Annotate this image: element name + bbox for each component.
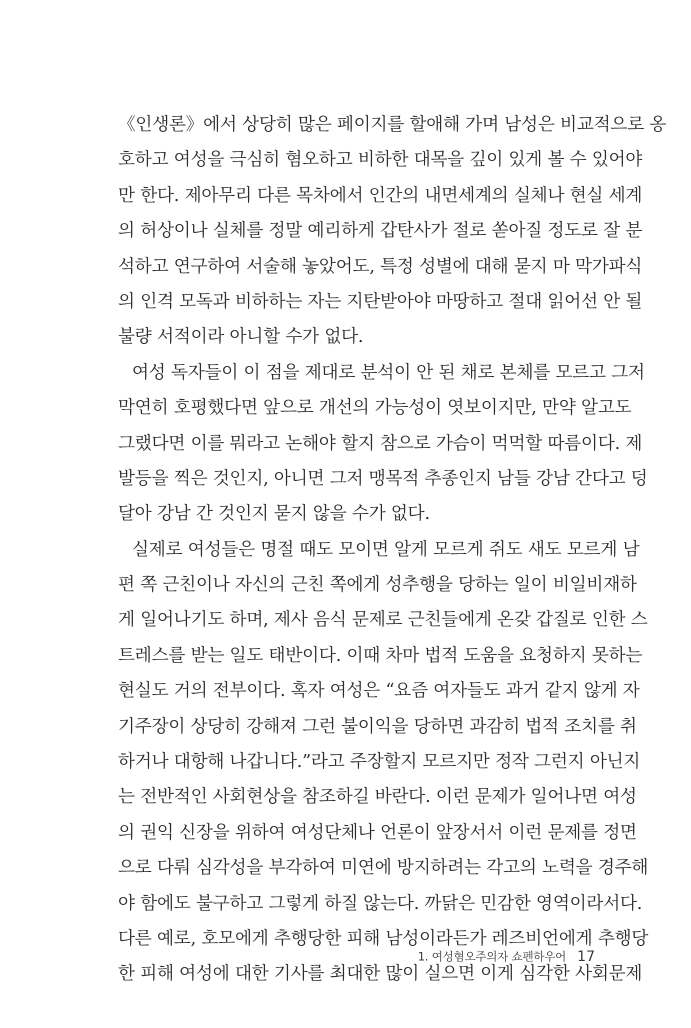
text-line: 의 허상이나 실체를 정말 예리하게 갑탄사가 절로 쏟아질 정도로 잘 분 [118,221,643,242]
text-line: 으로 다뤄 심각성을 부각하여 미연에 방지하려는 각고의 노력을 경주해 [118,858,649,879]
text-line: 불량 서적이라 아니할 수가 없다. [118,327,364,348]
page-number: 17 [577,948,595,965]
text-line: 한 피해 여성에 대한 기사를 최대한 많이 실으면 이게 심각한 사회문제 [118,964,643,985]
text-line: 현실도 거의 전부이다. 혹자 여성은 “요즘 여자들도 과거 같지 않게 자 [118,681,640,702]
text-line: 여성 독자들이 이 점을 제대로 분석이 안 된 채로 본체를 모르고 그저 [132,362,645,383]
page-footer [418,946,595,965]
text-line: 호하고 여성을 극심히 혐오하고 비하한 대목을 깊이 있게 볼 수 있어야 [118,150,643,171]
paragraph-1 [118,108,667,356]
text-line: 야 함에도 불구하고 그렇게 하질 않는다. 까닭은 민감한 영역이라서다. [118,893,643,914]
text-line: 다른 예로, 호모에게 추행당한 피해 남성이라든가 레즈비언에게 추행당 [118,928,649,949]
text-line: 의 권익 신장을 위하여 여성단체나 언론이 앞장서서 이런 문제를 정면 [118,822,637,843]
text-line: 편 쪽 근친이나 자신의 근친 쪽에게 성추행을 당하는 일이 비일비재하 [118,575,637,596]
text-line: 《인생론》에서 상당히 많은 페이지를 할애해 가며 남성은 비교적으로 옹 [118,115,667,135]
text-line: 그랬다면 이를 뭐라고 논해야 할지 참으로 가슴이 먹먹할 따름이다. 제 [118,433,643,454]
text-line: 실제로 여성들은 명절 때도 모이면 알게 모르게 쥐도 새도 모르게 남 [132,539,640,560]
paragraph-2 [118,356,648,533]
text-line: 하거나 대항해 나갑니다.”라고 주장할지 모르지만 정작 그런지 아닌지 [118,752,641,773]
book-page-body [118,108,667,1028]
text-line: 의 인격 모독과 비하하는 자는 지탄받아야 마땅하고 절대 읽어선 안 될 [118,291,643,312]
text-line: 게 일어나기도 하며, 제사 음식 문제로 근친들에게 온갖 갑질로 인한 스 [118,610,648,631]
running-footer-chapter-title: 1. 여성혐오주의자 쇼펜하우어 [417,949,567,964]
text-line: 발등을 찍은 것인지, 아니면 그저 맹목적 추종인지 남들 강남 간다고 덩 [118,468,648,489]
text-line: 는 전반적인 사회현상을 참조하길 바란다. 이런 문제가 일어나면 여성 [118,787,637,808]
text-line: 트레스를 받는 일도 태반이다. 이때 차마 법적 도움을 요청하지 못하는 [118,645,643,666]
text-line: 달아 강남 간 것인지 묻지 않을 수가 없다. [118,504,430,525]
text-line: 기주장이 상당히 강해져 그런 불이익을 당하면 과감히 법적 조치를 취 [118,716,637,737]
paragraph-3 [118,533,649,993]
text-line: 막연히 호평했다면 앞으로 개선의 가능성이 엿보이지만, 만약 알고도 [118,398,632,419]
text-line: 석하고 연구하여 서술해 놓았어도, 특정 성별에 대해 묻지 마 막가파식 [118,256,643,277]
text-line: 만 한다. 제아무리 다른 목차에서 인간의 내면세계의 실체나 현실 세계 [118,185,643,206]
